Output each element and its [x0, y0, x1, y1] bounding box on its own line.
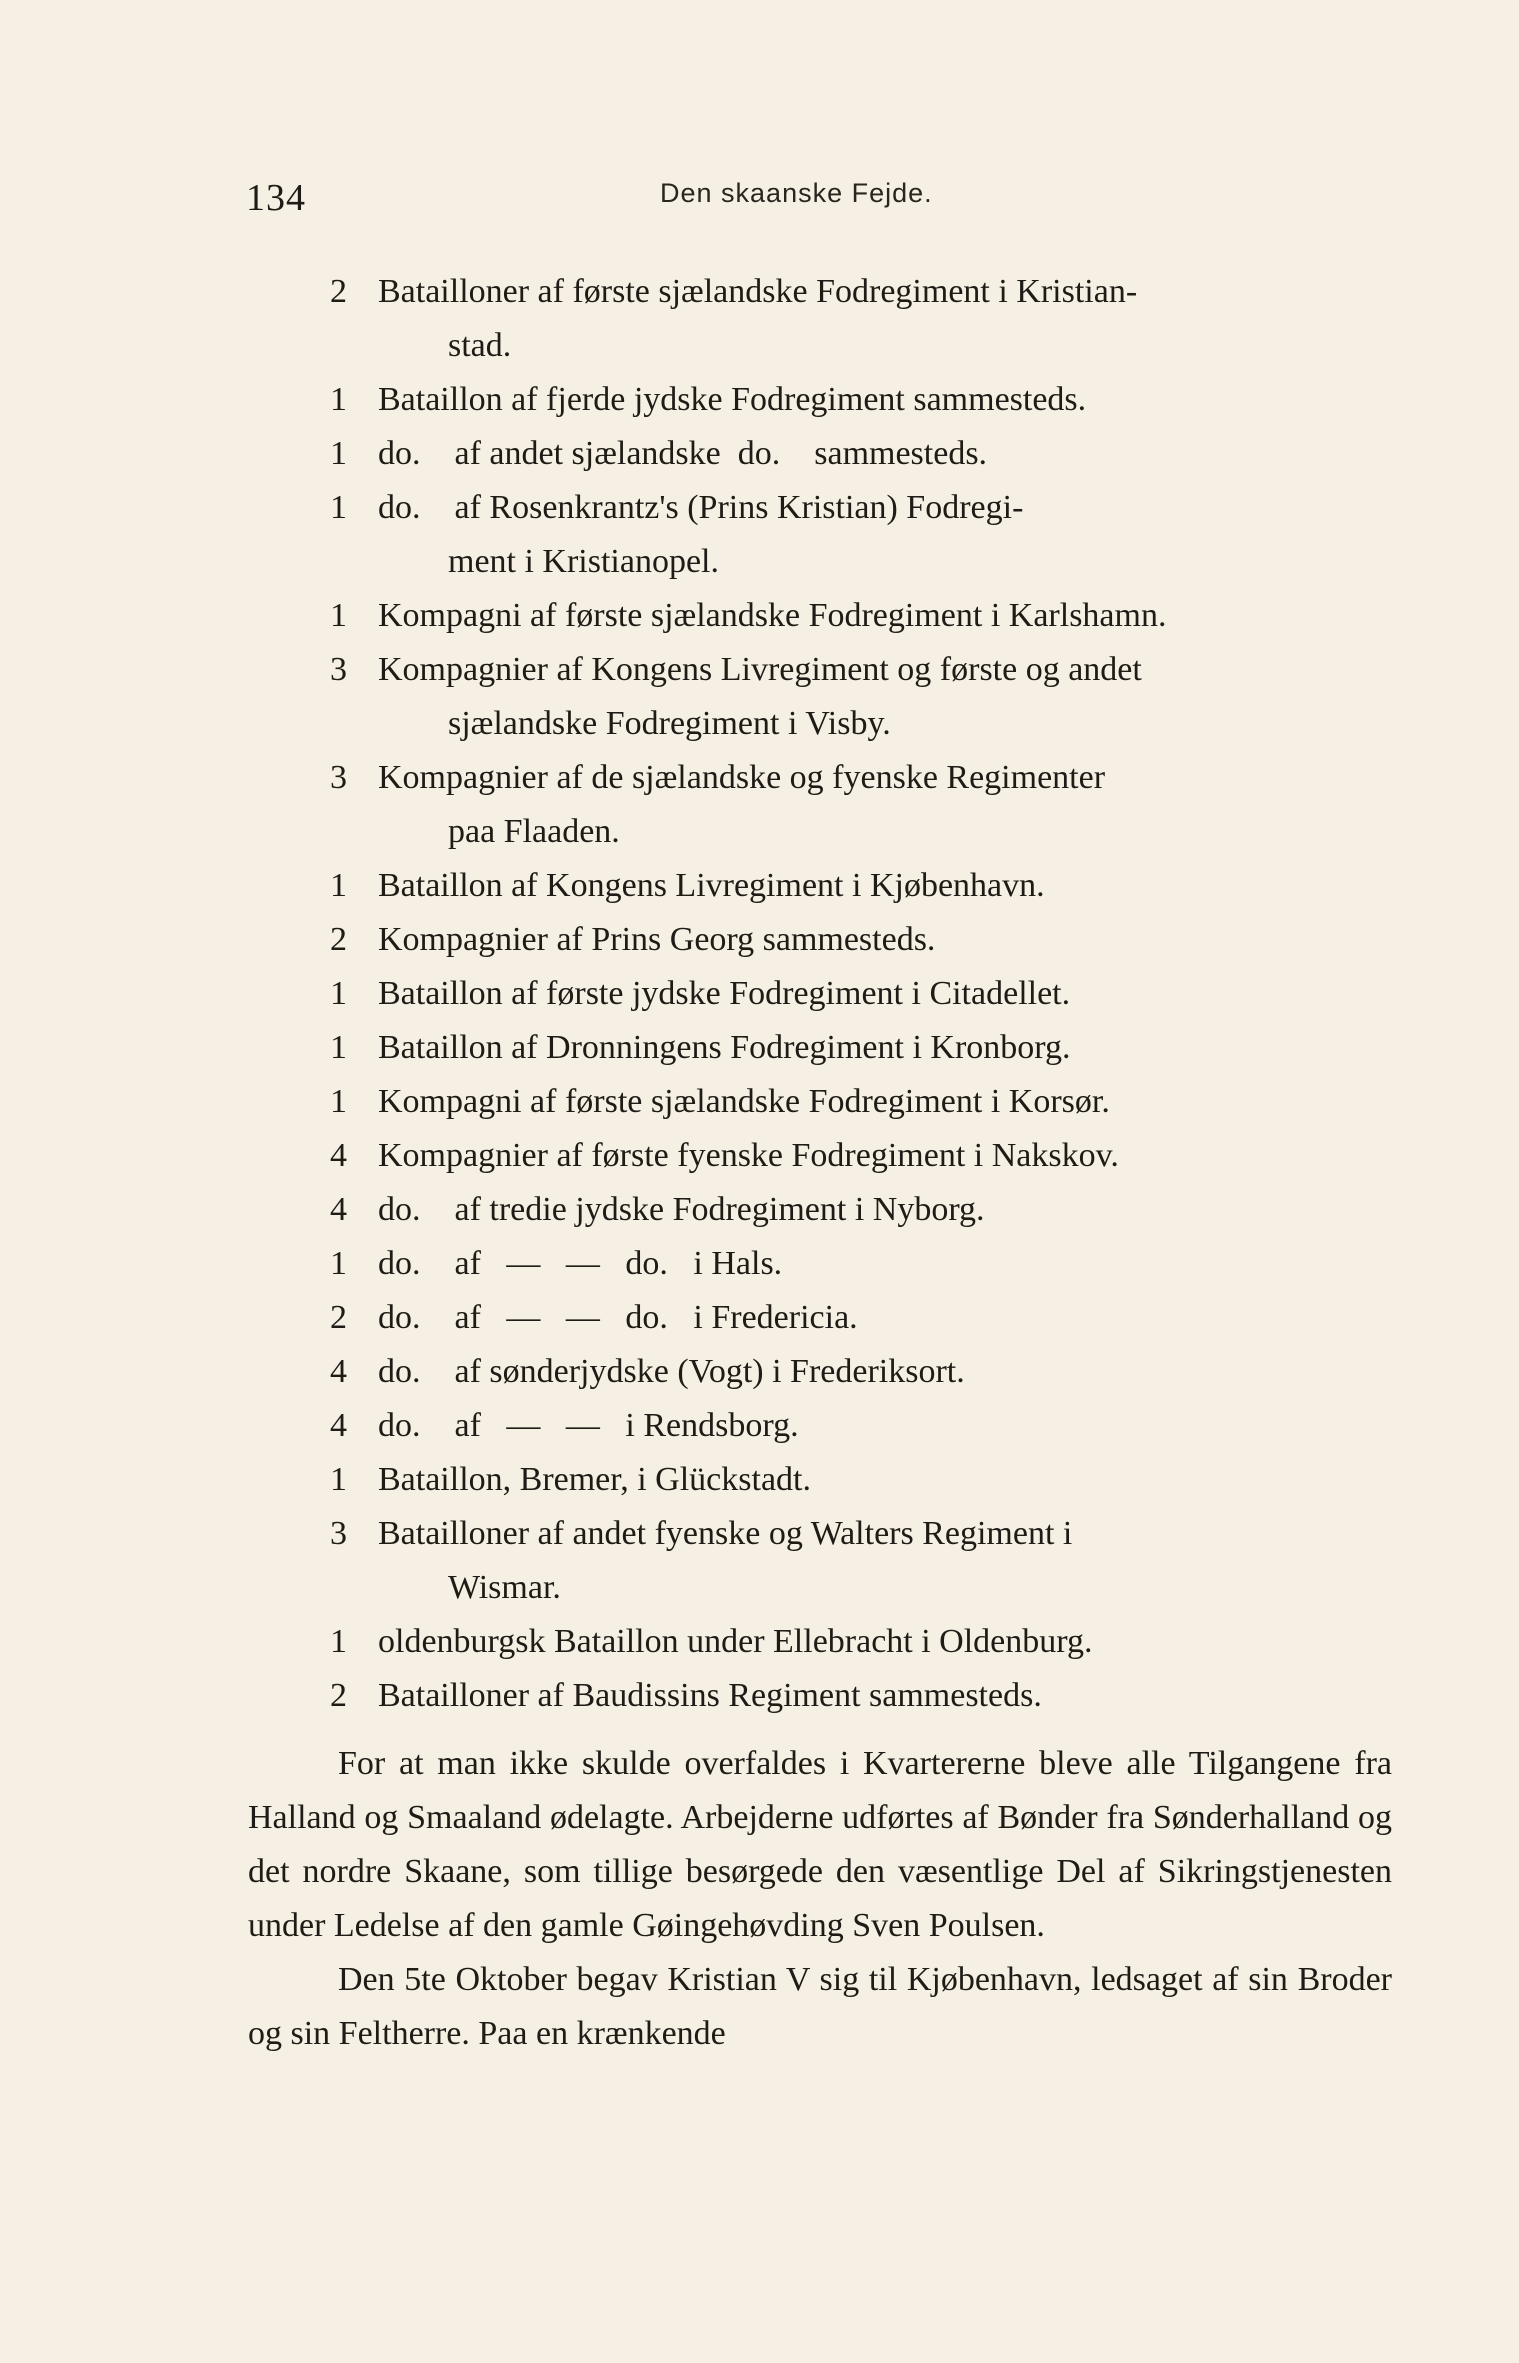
unit-description-line: Bataillon af fjerde jydske Fodregiment sammesteds. [378, 381, 1087, 418]
unit-entry [330, 643, 1392, 751]
unit-description-line: oldenburgsk Bataillon under Ellebracht i Oldenburg. [378, 1623, 1093, 1660]
unit-description-line: Kompagnier af første fyenske Fodregiment i Nakskov. [378, 1137, 1119, 1174]
unit-entry [330, 1183, 1392, 1237]
unit-entry [330, 1021, 1392, 1075]
unit-quantity: 1 [330, 1245, 347, 1282]
unit-description-line: Bataillоner af Baudissins Regiment sammesteds. [378, 1677, 1042, 1714]
unit-description [378, 1399, 1392, 1453]
unit-entry [330, 1345, 1392, 1399]
unit-description [378, 481, 1392, 589]
unit-quantity: 1 [330, 489, 347, 526]
unit-description-line: Bataillоner af andet fyenske og Walters Regiment i [378, 1515, 1073, 1552]
unit-description-line: do. af andet sjælandske do. sammesteds. [378, 435, 988, 472]
unit-entry [330, 1237, 1392, 1291]
unit-description [378, 751, 1392, 859]
unit-description [378, 1183, 1392, 1237]
unit-description [378, 1669, 1392, 1723]
unit-quantity: 1 [330, 867, 347, 904]
unit-entry [330, 1129, 1392, 1183]
unit-description-line: do. af Rosenkrantz's (Prins Kristian) Fodregi- [378, 489, 1024, 526]
unit-quantity: 1 [330, 1029, 347, 1066]
prose-body [248, 1737, 1392, 2061]
unit-entry [330, 1669, 1392, 1723]
unit-entry [330, 427, 1392, 481]
unit-description-line: Bataillon af Kongens Livregiment i Kjøbenhavn. [378, 867, 1045, 904]
unit-entry [330, 1291, 1392, 1345]
unit-description [378, 643, 1392, 751]
unit-description-line: do. af sønderjydske (Vogt) i Frederiksort. [378, 1353, 965, 1390]
unit-list [330, 265, 1392, 1723]
unit-description-line: Bataillon af første jydske Fodregiment i Citadellet. [378, 975, 1071, 1012]
unit-quantity: 2 [330, 1299, 347, 1336]
unit-description [378, 1453, 1392, 1507]
unit-entry [330, 1507, 1392, 1615]
unit-entry [330, 859, 1392, 913]
unit-entry [330, 481, 1392, 589]
unit-description-line: Kompagnier af Prins Georg sammesteds. [378, 921, 936, 958]
unit-description [378, 1291, 1392, 1345]
unit-quantity: 4 [330, 1191, 347, 1228]
page-number: 134 [246, 177, 306, 219]
unit-quantity: 2 [330, 921, 347, 958]
unit-quantity: 4 [330, 1407, 347, 1444]
unit-quantity: 1 [330, 1083, 347, 1120]
unit-entry [330, 913, 1392, 967]
unit-entry [330, 1453, 1392, 1507]
unit-quantity: 1 [330, 381, 347, 418]
unit-description [378, 1507, 1392, 1615]
unit-quantity: 3 [330, 1515, 347, 1552]
unit-description [378, 1345, 1392, 1399]
running-head: Den skaanske Fejde. [660, 178, 933, 208]
unit-description-line: Bataillоner af første sjælandske Fodregiment i Kristian- [378, 273, 1138, 310]
prose-paragraph-2: Den 5te Oktober begav Kristian V sig til Kjøbenhavn, ledsaget af sin Broder og sin Feltherre. Paa en krænkende [248, 1961, 1392, 2052]
unit-description-line: do. af tredie jydske Fodregiment i Nyborg. [378, 1191, 985, 1228]
unit-description-continuation: ment i Kristianopel. [448, 543, 720, 580]
unit-entry [330, 1615, 1392, 1669]
unit-description [378, 913, 1392, 967]
unit-entry [330, 1399, 1392, 1453]
unit-entry [330, 1075, 1392, 1129]
unit-quantity: 2 [330, 1677, 347, 1714]
unit-description [378, 1615, 1392, 1669]
unit-description-line: do. af — — do. i Hals. [378, 1245, 783, 1282]
unit-description-line: Kompagnier af de sjælandske og fyenske Regimenter [378, 759, 1106, 796]
unit-entry [330, 373, 1392, 427]
unit-description-continuation: paa Flaaden. [448, 813, 620, 850]
unit-description [378, 589, 1392, 643]
unit-quantity: 1 [330, 597, 347, 634]
unit-quantity: 1 [330, 1461, 347, 1498]
unit-entry [330, 751, 1392, 859]
unit-quantity: 2 [330, 273, 347, 310]
unit-quantity: 1 [330, 975, 347, 1012]
unit-description-continuation: stad. [448, 327, 512, 364]
unit-description [378, 373, 1392, 427]
unit-description-line: Kompagnier af Kongens Livregiment og første og andet [378, 651, 1142, 688]
unit-quantity: 1 [330, 1623, 347, 1660]
unit-description [378, 427, 1392, 481]
unit-description-line: Kompagni af første sjælandske Fodregiment i Karlshamn. [378, 597, 1167, 634]
prose-paragraph-1: For at man ikke skulde overfaldes i Kvartererne bleve alle Tilgangene fra Halland og Smaaland ødelagte. Arbejderne udførtes af Bønder fra Sønderhalland og det nordre Skaane, som tillige besørgede den væsentlige Del af Sikringstjenesten under Ledelse af den gamle Gøingehøvding Sven Poulsen. [248, 1745, 1392, 1944]
unit-description [378, 1021, 1392, 1075]
unit-description-continuation: sjælandske Fodregiment i Visby. [448, 705, 891, 742]
unit-entry [330, 967, 1392, 1021]
unit-description-line: Bataillon af Dronningens Fodregiment i Kronborg. [378, 1029, 1071, 1066]
unit-description-line: do. af — — do. i Fredericia. [378, 1299, 858, 1336]
unit-entry [330, 265, 1392, 373]
unit-description [378, 1237, 1392, 1291]
unit-description [378, 859, 1392, 913]
unit-quantity: 3 [330, 759, 347, 796]
unit-description [378, 967, 1392, 1021]
unit-description-continuation: Wismar. [448, 1569, 561, 1606]
unit-quantity: 4 [330, 1353, 347, 1390]
unit-entry [330, 589, 1392, 643]
unit-quantity: 1 [330, 435, 347, 472]
unit-quantity: 4 [330, 1137, 347, 1174]
unit-description [378, 1129, 1392, 1183]
unit-description [378, 1075, 1392, 1129]
unit-description [378, 265, 1392, 373]
unit-quantity: 3 [330, 651, 347, 688]
unit-description-line: do. af — — i Rendsborg. [378, 1407, 799, 1444]
unit-description-line: Kompagni af første sjælandske Fodregiment i Korsør. [378, 1083, 1110, 1120]
unit-description-line: Bataillon, Bremer, i Glückstadt. [378, 1461, 811, 1498]
